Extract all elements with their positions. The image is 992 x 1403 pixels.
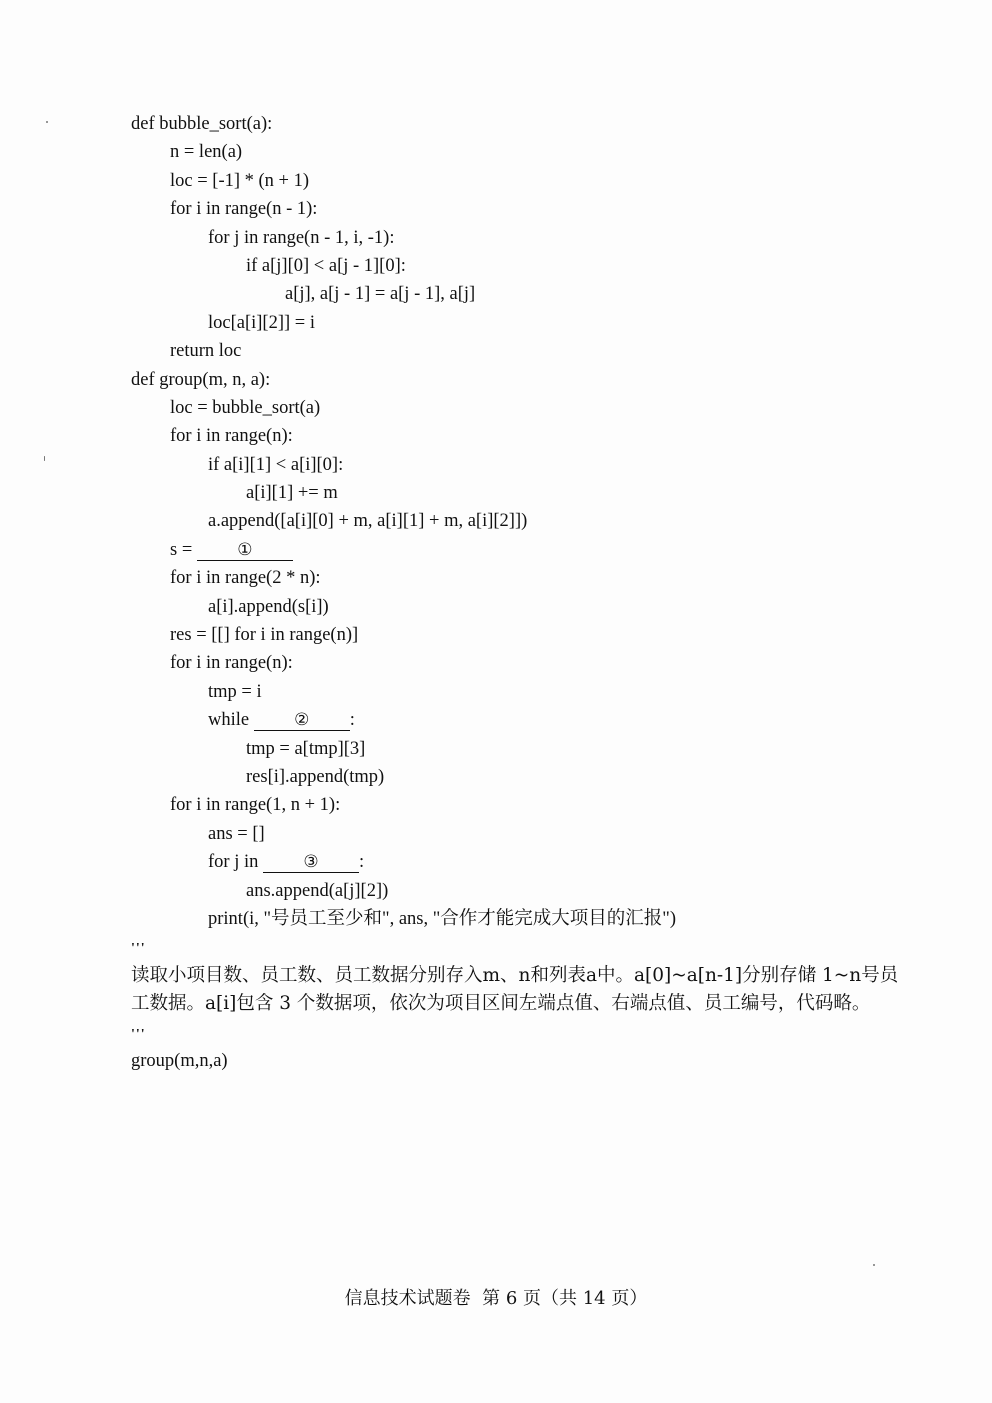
description-line-2: 工数据。a[i]包含 3 个数据项，依次为项目区间左端点值、右端点值、员工编号，代码略。 bbox=[131, 993, 871, 1015]
code-line: def bubble_sort(a): bbox=[131, 114, 273, 134]
code-line-blank-2 bbox=[0, 706, 992, 734]
code-text: while bbox=[208, 710, 254, 731]
code-line: loc = [-1] * (n + 1) bbox=[170, 170, 310, 191]
code-line: loc[a[i][2]] = i bbox=[208, 312, 315, 333]
answer-blank-1: ① bbox=[197, 540, 293, 561]
code-line: a[i][1] += m bbox=[246, 483, 338, 504]
description-paragraph bbox=[131, 962, 899, 1019]
description-line-1: 读取小项目数、员工数、员工数据分别存入m、n和列表a中。a[0]~a[n-1]分别存储 1~n号员 bbox=[131, 965, 899, 986]
code-line: ans = [] bbox=[208, 823, 265, 844]
code-line: if a[i][1] < a[i][0]: bbox=[208, 454, 344, 475]
code-text: s = bbox=[170, 539, 197, 560]
answer-blank-2: ② bbox=[254, 710, 350, 731]
code-line: loc = bubble_sort(a) bbox=[170, 397, 321, 418]
code-text: for j in bbox=[208, 852, 263, 873]
scan-speck bbox=[46, 121, 48, 123]
docstring-open bbox=[0, 933, 992, 961]
code-tail bbox=[0, 1019, 992, 1076]
code-line: return loc bbox=[170, 341, 242, 362]
docstring-close bbox=[0, 1019, 992, 1047]
colon: : bbox=[349, 710, 355, 731]
answer-blank-3: ③ bbox=[263, 852, 359, 873]
code-line-blank-1 bbox=[0, 536, 992, 564]
code-line: for i in range(2 * n): bbox=[170, 568, 321, 589]
code-line: for j in range(n - 1, i, -1): bbox=[208, 227, 395, 248]
function-call: group(m,n,a) bbox=[131, 1051, 228, 1072]
triple-quote: ''' bbox=[131, 941, 146, 957]
code-line: for i in range(n - 1): bbox=[170, 199, 318, 220]
scan-speck bbox=[873, 1264, 875, 1266]
code-line: ans.append(a[j][2]) bbox=[246, 880, 389, 901]
code-line: a[j], a[j - 1] = a[j - 1], a[j] bbox=[285, 284, 476, 305]
code-line: tmp = a[tmp][3] bbox=[246, 738, 366, 759]
triple-quote: ''' bbox=[131, 1027, 146, 1042]
code-line: a.append([a[i][0] + m, a[i][1] + m, a[i][2]]) bbox=[208, 511, 528, 532]
code-line: res[i].append(tmp) bbox=[246, 766, 385, 787]
code-line: n = len(a) bbox=[170, 142, 243, 163]
page-footer: 信息技术试题卷 第 6 页（共 14 页） bbox=[344, 1288, 648, 1309]
code-line: a[i].append(s[i]) bbox=[208, 596, 329, 617]
code-line: for i in range(n): bbox=[170, 653, 293, 674]
code-listing bbox=[0, 110, 992, 962]
code-line: res = [[] for i in range(n)] bbox=[170, 625, 359, 646]
scan-speck bbox=[44, 456, 45, 461]
code-line: if a[j][0] < a[j - 1][0]: bbox=[246, 255, 406, 276]
code-line: for i in range(1, n + 1): bbox=[170, 795, 341, 816]
code-line: tmp = i bbox=[208, 681, 262, 702]
code-line: print(i, "号员工至少和", ans, "合作才能完成大项目的汇报") bbox=[208, 908, 677, 929]
colon: : bbox=[358, 852, 365, 873]
code-line: def group(m, n, a): bbox=[131, 369, 271, 390]
code-line: for i in range(n): bbox=[170, 426, 293, 447]
code-line-blank-3 bbox=[0, 848, 992, 876]
